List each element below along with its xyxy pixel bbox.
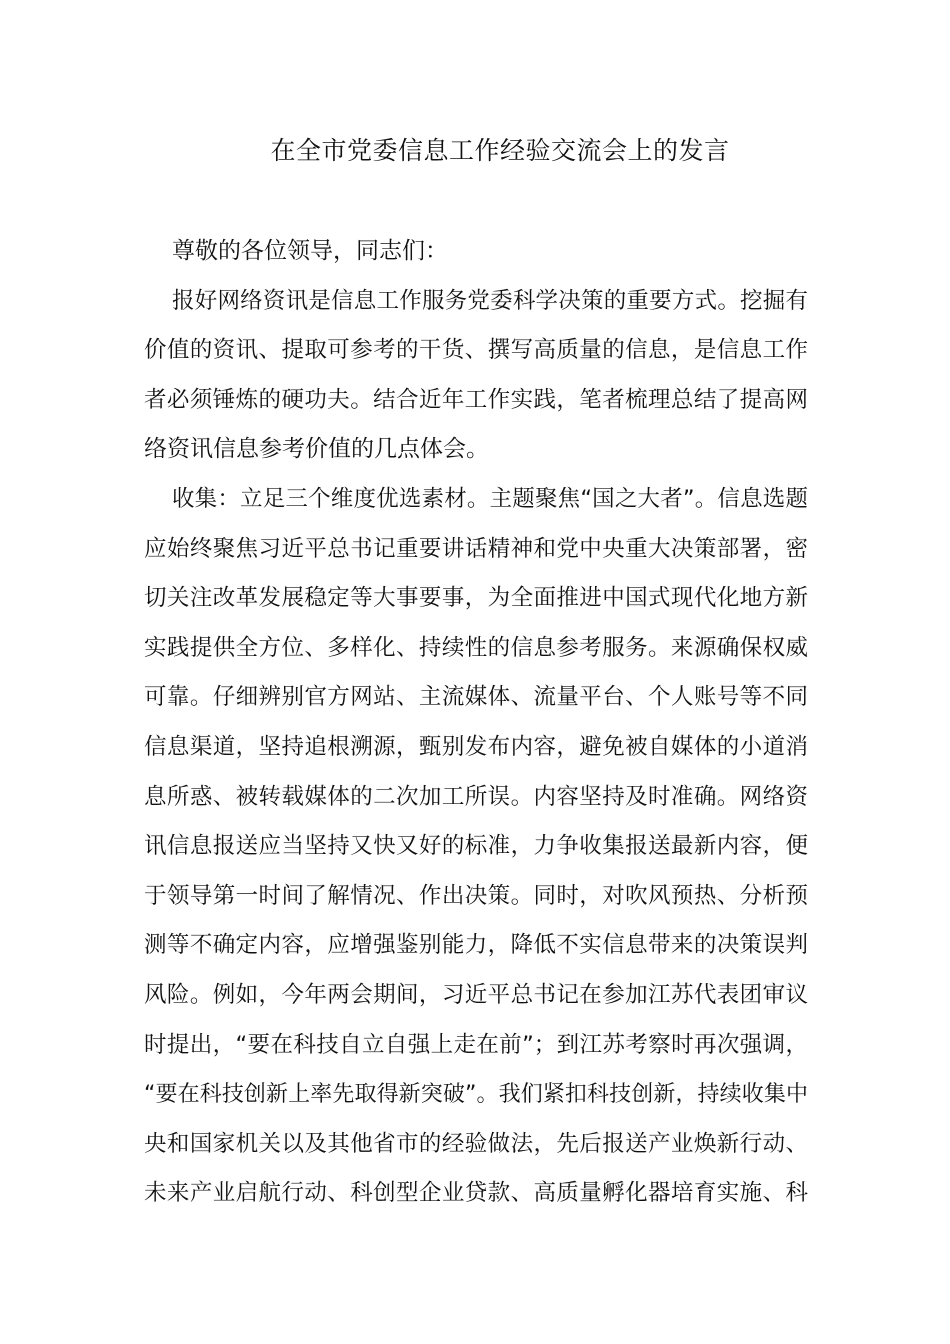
text-line: 测等不确定内容，应增强鉴别能力，降低不实信息带来的决策误判 <box>144 932 808 959</box>
document-title: 在全市党委信息工作经验交流会上的发言 <box>270 136 730 165</box>
text-line: 尊敬的各位领导，同志们： <box>172 238 448 264</box>
text-line: 收集：立足三个维度优选素材。主题聚焦“国之大者”。信息选题 <box>172 485 808 512</box>
text-line: “要在科技创新上率先取得新突破”。我们紧扣科技创新，持续收集中 <box>144 1082 808 1108</box>
text-line: 时提出，“要在科技自立自强上走在前”；到江苏考察时再次强调， <box>144 1031 808 1058</box>
text-line: 息所惑、被转载媒体的二次加工所误。内容坚持及时准确。网络资 <box>144 783 808 810</box>
text-line: 于领导第一时间了解情况、作出决策。同时，对吹风预热、分析预 <box>144 882 808 909</box>
text-line: 切关注改革发展稳定等大事要事，为全面推进中国式现代化地方新 <box>144 585 808 612</box>
text-line: 信息渠道，坚持追根溯源，甄别发布内容，避免被自媒体的小道消 <box>144 733 808 760</box>
text-line: 者必须锤炼的硬功夫。结合近年工作实践，笔者梳理总结了提高网 <box>144 386 808 413</box>
text-line: 可靠。仔细辨别官方网站、主流媒体、流量平台、个人账号等不同 <box>144 684 808 711</box>
text-line: 讯信息报送应当坚持又快又好的标准，力争收集报送最新内容，便 <box>144 833 808 860</box>
text-line: 央和国家机关以及其他省市的经验做法，先后报送产业焕新行动、 <box>144 1130 808 1157</box>
text-line: 络资讯信息参考价值的几点体会。 <box>144 436 489 463</box>
text-line: 实践提供全方位、多样化、持续性的信息参考服务。来源确保权威 <box>144 634 808 661</box>
text-line: 报好网络资讯是信息工作服务党委科学决策的重要方式。挖掘有 <box>172 287 808 314</box>
text-line: 价值的资讯、提取可参考的干货、撰写高质量的信息，是信息工作 <box>144 337 808 364</box>
text-line: 应始终聚焦习近平总书记重要讲话精神和党中央重大决策部署，密 <box>144 535 808 562</box>
text-line: 风险。例如，今年两会期间，习近平总书记在参加江苏代表团审议 <box>144 981 808 1008</box>
document-body <box>144 227 808 1219</box>
text-line: 未来产业启航行动、科创型企业贷款、高质量孵化器培育实施、科 <box>144 1180 808 1207</box>
